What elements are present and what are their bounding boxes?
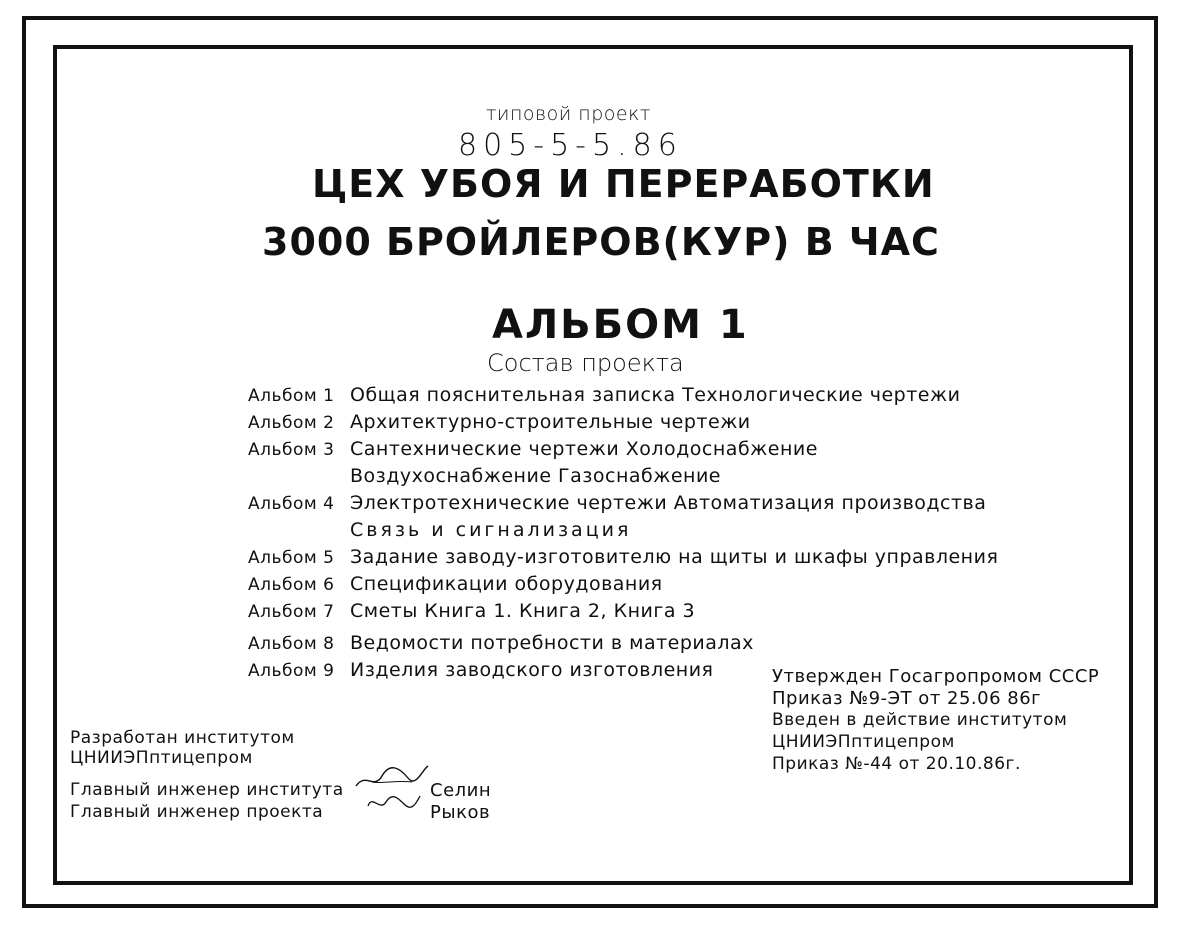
list-item — [248, 411, 751, 433]
approval-line-5: Приказ №-44 от 20.10.86г. — [772, 754, 1021, 774]
list-item — [248, 600, 695, 622]
chief-engineer-project-name: Рыков — [430, 802, 491, 823]
list-item — [248, 632, 754, 654]
album-description: Задание заводу-изготовителю на щиты и шкафы управления — [350, 546, 999, 568]
album-description: Сантехнические чертежи Холодоснабжение — [350, 438, 818, 460]
list-item — [248, 573, 663, 595]
album-number: Альбом 2 — [248, 413, 335, 433]
approval-line-4: ЦНИИЭПптицепром — [772, 732, 955, 752]
chief-engineer-institute-label: Главный инженер института — [70, 780, 344, 800]
album-number: Альбом 1 — [248, 386, 335, 406]
approval-line-3: Введен в действие институтом — [772, 710, 1068, 730]
list-item — [248, 492, 986, 514]
album-description: Спецификации оборудования — [350, 573, 663, 595]
album-number: Альбом 7 — [248, 602, 335, 622]
album-description: Архитектурно-строительные чертежи — [350, 411, 751, 433]
album-description: Электротехнические чертежи Автоматизация производства — [350, 492, 987, 514]
chief-engineer-project-label: Главный инженер проекта — [70, 802, 324, 822]
list-item — [248, 384, 960, 406]
composition-heading: Состав проекта — [487, 349, 684, 377]
project-type: типовой проект — [486, 103, 651, 125]
album-description: Изделия заводского изготовления — [350, 659, 714, 681]
approval-line-1: Утвержден Госагропромом СССР — [772, 666, 1100, 687]
signature-project-icon — [364, 788, 424, 818]
approval-line-2: Приказ №9-ЭТ от 25.06 86г — [772, 688, 1042, 709]
developer-line-1: Разработан институтом — [70, 728, 295, 748]
album-number: Альбом 3 — [248, 440, 335, 460]
album-description-continued: Воздухоснабжение Газоснабжение — [350, 465, 721, 487]
title-line-2: 3000 БРОЙЛЕРОВ(КУР) В ЧАС — [262, 220, 940, 264]
developer-line-2: ЦНИИЭПптицепром — [70, 748, 253, 768]
album-description: Сметы Книга 1. Книга 2, Книга 3 — [350, 600, 696, 622]
project-code: 805-5-5.86 — [458, 128, 683, 163]
chief-engineer-institute-name: Селин — [430, 780, 492, 801]
album-title: АЛЬБОМ 1 — [492, 302, 749, 348]
list-item — [248, 438, 818, 460]
list-item — [248, 546, 998, 568]
album-number: Альбом 9 — [248, 661, 335, 681]
album-description-continued: Связь и сигнализация — [350, 519, 632, 541]
album-number: Альбом 5 — [248, 548, 335, 568]
album-number: Альбом 4 — [248, 494, 335, 514]
album-number: Альбом 6 — [248, 575, 335, 595]
list-item — [248, 659, 713, 681]
album-description: Ведомости потребности в материалах — [350, 632, 754, 654]
album-description: Общая пояснительная записка Технологические чертежи — [350, 384, 961, 406]
album-number: Альбом 8 — [248, 634, 335, 654]
title-line-1: ЦЕХ УБОЯ И ПЕРЕРАБОТКИ — [312, 162, 935, 206]
